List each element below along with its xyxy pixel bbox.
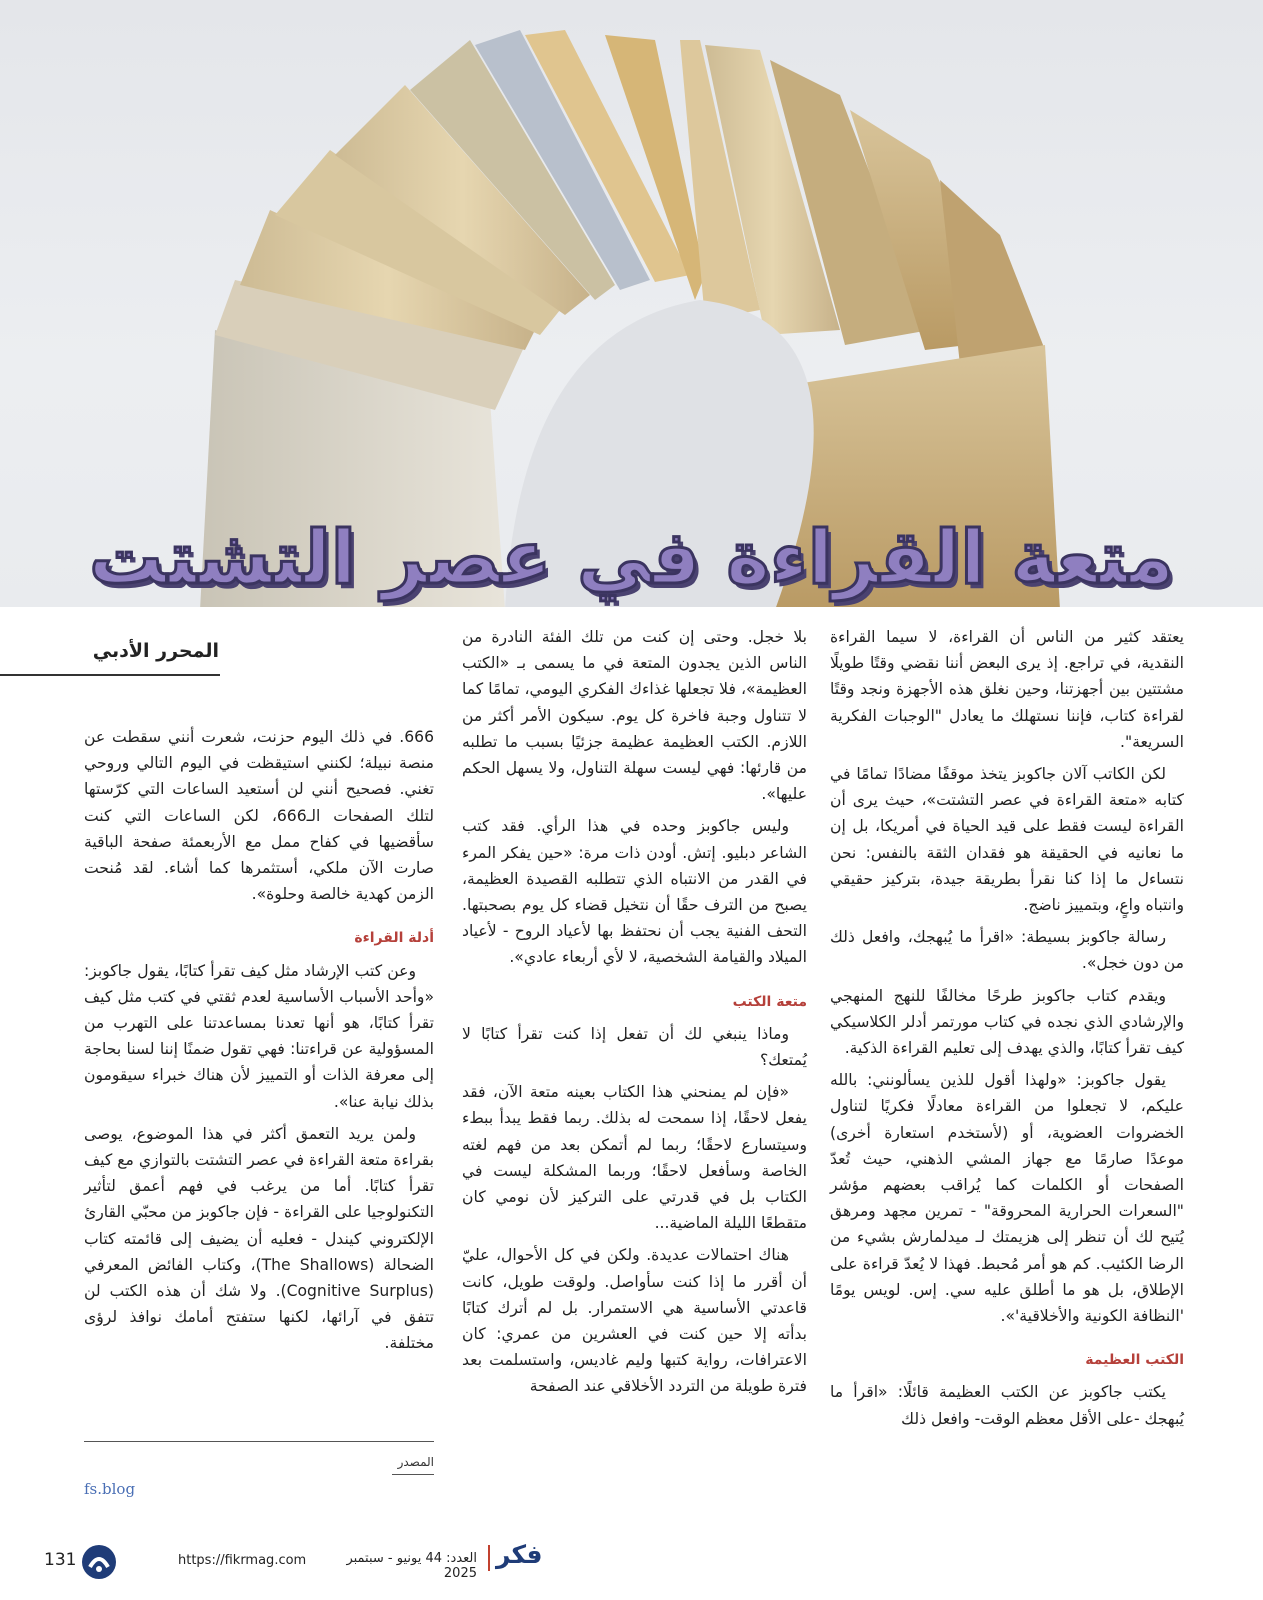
page-number: 131	[44, 1550, 77, 1570]
paragraph: ولمن يريد التعمق أكثر في هذا الموضوع، يوصى بقراءة متعة القراءة في عصر التشتت بالتوازي مع كيف تقرأ كتابًا. أما من يرغب في فهم أعمق لتأثير التكنولوجيا على القراءة - فإن جاكوبز من محبّي القارئ الإلكتروني كيندل - فعليه أن يضيف إلى قائمته كتاب الضحالة (The Shallows)، وكتاب الفائض المعرفي (Cognitive Surplus). ولا شك أن هذه الكتب لن تتفق في آرائها، لكنها ستفتح أمامك نوافذ لرؤى مختلفة.	[84, 1124, 434, 1353]
source-link[interactable]: fs.blog	[84, 1480, 136, 1498]
issue-info: العدد: 44 يونيو - سبتمبر 2025	[346, 1551, 477, 1581]
source-underline	[392, 1474, 434, 1475]
source-label: المصدر	[397, 1455, 434, 1469]
paragraph: وماذا ينبغي لك أن تفعل إذا كنت تقرأ كتابًا لا يُمتعك؟	[462, 1024, 807, 1070]
byline-divider	[0, 674, 220, 676]
paragraph: 666. في ذلك اليوم حزنت، شعرت أنني سقطت عن منصة نبيلة؛ لكنني استيقظت في اليوم التالي وروحي تغني. فصحيح أنني لن أستعيد الساعات التي كرّستها لتلك الصفحات الـ666، لكن الساعات التي كنت سأقضيها في كفاح ممل مع الأربعمئة صفحة الباقية صارت الآن ملكي، أستثمرها كما أشاء. لقد مُنحت الزمن كهدية خالصة وحلوة».	[84, 728, 434, 904]
paragraph: «فإن لم يمنحني هذا الكتاب بعينه متعة الآن، فقد يفعل لاحقًا، إذا سمحت له بذلك. ربما فقط يبدأ ببطء وسيتسارع لاحقًا؛ ربما لم أتمكن بعد من فهم لغته الخاصة وسأفعل لاحقًا؛ وربما المشكلة ليست في الكتاب بل في قدرتي على التركيز لأن نومي كان متقطعًا الليلة الماضية...	[462, 1083, 807, 1233]
magazine-logo-icon	[82, 1545, 116, 1579]
magazine-brand: فكر	[496, 1540, 543, 1569]
paragraph: وليس جاكوبز وحده في هذا الرأي. فقد كتب الشاعر دبليو. إتش. أودن ذات مرة: «حين يفكر المرء في القدر من الانتباه الذي تتطلبه القصيدة العظيمة، يصبح من الترف حقًا أن نتخيل قضاء كل يوم بصحبتها. التحف الفنية يجب أن نحتفظ بها لأعياد الروح - لأعياد الميلاد والقيامة الشخصية، لا لأي أربعاء عادي».	[462, 817, 807, 967]
paragraph: يقول جاكوبز: «ولهذا أقول للذين يسألونني: بالله عليكم، لا تجعلوا من القراءة معادلًا فكريًا لتناول الخضروات العضوية، أو (لأستخدم استعارة أخرى) موعدًا صارمًا مع جهاز المشي الذهني، حيث تُعدّ الصفحات أو الكلمات كما يُراقب بعضهم مؤشر "السعرات الحرارية المحروقة" - تمرين مجهد ومرهق يُتيح لك أن تنظر إلى هزيمتك لـ ميدلمارش بشيء من الرضا الكئيب. كم هو أمر مُحبط. فهذا لا يُعدّ قراءة على الإطلاق، بل هو ما أطلق عليه سي. إس. لويس يومًا 'النظافة الكونية والأخلاقية'».	[830, 1071, 1184, 1326]
paragraph: يكتب جاكوبز عن الكتب العظيمة قائلًا: «اقرأ ما يُبهجك -على الأقل معظم الوقت- وافعل ذلك	[830, 1383, 1184, 1428]
paragraph: يعتقد كثير من الناس أن القراءة، لا سيما القراءة النقدية، في تراجع. إذ يرى البعض أننا نقضي وقتًا طويلًا مشتتين بين أجهزتنا، وحين نغلق هذه الأجهزة ونجد وقتًا لقراءة كتاب، فإننا نستهلك ما يعادل "الوجبات الفكرية السريعة".	[830, 628, 1184, 751]
column-right	[830, 624, 1184, 1438]
article-title: متعة القراءة في عصر التشتت	[88, 515, 1175, 601]
website-url[interactable]: https://fikrmag.com	[178, 1553, 307, 1568]
paragraph: رسالة جاكوبز بسيطة: «اقرأ ما يُبهجك، وافعل ذلك من دون خجل».	[830, 928, 1184, 973]
column-left	[84, 724, 434, 1363]
paragraph: لكن الكاتب آلان جاكوبز يتخذ موقفًا مضادًا تمامًا في كتابه «متعة القراءة في عصر التشتت»، حيث يرى أن القراءة ليست فقط على قيد الحياة في أمريكا، بل إن ما نعانيه في الحقيقة هو فقدان الثقة بالنفس: نحن نتساءل ما إذا كنا نقرأ بطريقة جيدة، بتركيز حقيقي وانتباه واعٍ، وبتمييز ناضج.	[830, 765, 1184, 915]
paragraph: هناك احتمالات عديدة. ولكن في كل الأحوال، عليّ أن أقرر ما إذا كنت سأواصل. ولوقت طويل، كانت قاعدتي الأساسية هي الاستمرار. بل لم أترك كتابًا بدأته إلا حين كنت في العشرين من عمري: كان الاعترافات، رواية كتبها وليم غاديس، واستسلمت بعد فترة طويلة من التردد الأخلاقي عند الصفحة	[462, 1246, 807, 1396]
section-heading: متعة الكتب	[732, 993, 807, 1010]
paragraph: وعن كتب الإرشاد مثل كيف تقرأ كتابًا، يقول جاكوبز: «وأحد الأسباب الأساسية لعدم ثقتي في كتب مثل كيف تقرأ كتابًا، هو أنها تعدنا بمساعدتنا على التهرب من المسؤولية عن قراءتنا: فهي تقول ضمنًا إننا لسنا بحاجة إلى معرفة الذات أو التمييز لأن هناك خبراء سيقومون بذلك نيابة عنا».	[84, 961, 434, 1111]
section-heading: أدلة القراءة	[354, 930, 434, 947]
author-byline: المحرر الأدبي	[92, 640, 219, 662]
section-heading: الكتب العظيمة	[1085, 1352, 1184, 1369]
source-divider	[84, 1441, 434, 1442]
paragraph: ويقدم كتاب جاكوبز طرحًا مخالفًا للنهج المنهجي والإرشادي الذي نجده في كتاب مورتمر أدلر الكلاسيكي كيف تقرأ كتابًا، والذي يهدف إلى تعليم القراءة الذكية.	[830, 986, 1184, 1058]
paragraph: بلا خجل. وحتى إن كنت من تلك الفئة النادرة من الناس الذين يجدون المتعة في ما يسمى بـ «الكتب العظيمة»، فلا تجعلها غذاءك الفكري اليومي، تمامًا كما لا تتناول وجبة فاخرة كل يوم. سيكون الأمر أكثر من اللازم. الكتب العظيمة عظيمة جزئيًا بسبب ما تطلبه من قارئها: فهي ليست سهلة التناول، ولا يسهل الحكم عليها».	[462, 628, 807, 804]
column-middle	[462, 624, 807, 1406]
footer-separator	[488, 1545, 490, 1571]
